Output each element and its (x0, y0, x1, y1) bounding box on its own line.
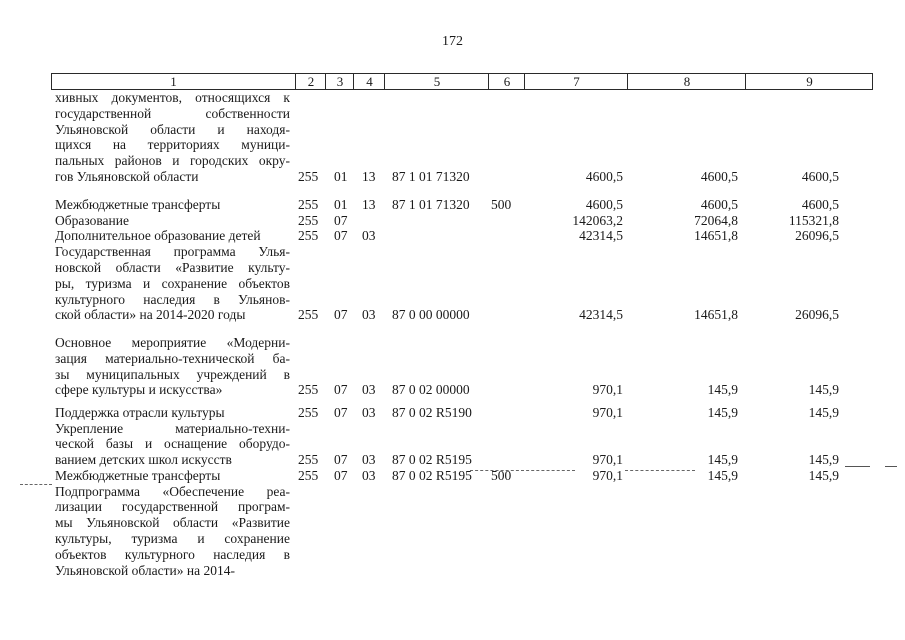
cell-col-7: 142063,2 (572, 212, 623, 228)
header-col-4: 4 (353, 74, 385, 89)
cell-col-6: 500 (491, 467, 512, 483)
cell-col-7: 970,1 (592, 452, 623, 468)
cell-col-8: 145,9 (707, 467, 738, 483)
cell-col-5: 87 1 01 71320 (392, 169, 470, 184)
description-line: зация материально-технической ба- (55, 350, 290, 366)
cell-col-4: 03 (362, 228, 376, 244)
row-description (55, 421, 290, 468)
description-line: Межбюджетные трансферты (55, 467, 221, 483)
description-line: ческой базы и оснащение оборудо- (55, 436, 290, 452)
scan-artifact-line (625, 470, 695, 472)
cell-col-5: 87 0 00 00000 (392, 307, 470, 323)
cell-col-8: 14651,8 (694, 228, 738, 244)
cell-col-8: 4600,5 (700, 196, 738, 212)
scan-artifact-line (470, 470, 575, 472)
cell-col-3: 07 (334, 212, 348, 228)
description-line: культуры, туризма и сохранение (55, 531, 290, 547)
cell-col-7: 42314,5 (579, 307, 623, 323)
cell-col-2: 255 (298, 212, 319, 228)
description-line: Ульяновской области и находя- (55, 121, 290, 137)
cell-col-7: 4600,5 (585, 196, 623, 212)
scan-artifact-line (845, 466, 870, 467)
row-description (55, 213, 290, 229)
description-line: культурного наследия в Ульянов- (55, 291, 290, 307)
cell-col-3: 01 (334, 196, 348, 212)
cell-col-8: 145,9 (707, 404, 738, 420)
row-description (55, 90, 290, 185)
cell-col-6: 500 (491, 196, 512, 212)
description-line: Дополнительное образование детей (55, 228, 261, 244)
cell-col-2: 255 (298, 196, 319, 212)
cell-col-9: 115321,8 (788, 212, 839, 228)
scan-artifact-line (20, 484, 52, 486)
row-description (55, 228, 290, 244)
cell-col-5: 87 0 02 00000 (392, 382, 470, 398)
row-description (55, 468, 290, 484)
cell-col-3: 07 (334, 452, 348, 468)
cell-col-7: 42314,5 (579, 228, 623, 244)
cell-col-8: 72064,8 (694, 212, 738, 228)
cell-col-2: 255 (298, 452, 319, 468)
header-col-5: 5 (384, 74, 489, 89)
header-col-9: 9 (745, 74, 873, 89)
description-line: Основное мероприятие «Модерни- (55, 335, 290, 350)
cell-col-5: 87 0 02 R5195 (392, 467, 472, 483)
cell-col-8: 14651,8 (694, 307, 738, 323)
description-line: новской области «Развитие культу- (55, 259, 290, 275)
cell-col-7: 970,1 (592, 404, 623, 420)
description-line: ской области» на 2014-2020 годы (55, 307, 246, 323)
row-description (55, 405, 290, 421)
header-col-8: 8 (627, 74, 746, 89)
description-line: Государственная программа Улья- (55, 244, 290, 260)
cell-col-9: 26096,5 (795, 307, 839, 323)
description-line: гов Ульяновской области (55, 168, 199, 184)
cell-col-3: 07 (334, 467, 348, 483)
page-number: 172 (442, 34, 463, 49)
description-line: зы муниципальных учреждений в (55, 366, 290, 382)
cell-col-7: 970,1 (592, 467, 623, 483)
cell-col-4: 13 (362, 196, 376, 212)
header-col-2: 2 (295, 74, 326, 89)
description-line: Подпрограмма «Обеспечение реа- (55, 483, 290, 499)
row-description (55, 335, 290, 398)
description-line: Поддержка отрасли культуры (55, 404, 225, 420)
description-line: государственной собственности (55, 105, 290, 121)
cell-col-3: 01 (334, 169, 348, 184)
cell-col-4: 03 (362, 307, 376, 323)
cell-col-4: 13 (362, 169, 376, 184)
description-line: Межбюджетные трансферты (55, 196, 221, 212)
cell-col-4: 03 (362, 382, 376, 398)
cell-col-4: 03 (362, 452, 376, 468)
cell-col-9: 145,9 (808, 452, 839, 468)
cell-col-9: 4600,5 (801, 196, 839, 212)
description-line: Ульяновской области» на 2014- (55, 562, 235, 578)
row-description (55, 197, 290, 213)
cell-col-7: 970,1 (592, 382, 623, 398)
cell-col-8: 145,9 (707, 452, 738, 468)
cell-col-5: 87 0 02 R5195 (392, 452, 472, 468)
description-line: ванием детских школ искусств (55, 452, 232, 468)
cell-col-9: 145,9 (808, 467, 839, 483)
cell-col-5: 87 0 02 R5190 (392, 404, 472, 420)
description-line: мы Ульяновской области «Развитие (55, 515, 290, 531)
cell-col-8: 145,9 (707, 382, 738, 398)
description-line: ры, туризма и сохранение объектов (55, 275, 290, 291)
header-col-3: 3 (325, 74, 354, 89)
description-line: объектов культурного наследия в (55, 546, 290, 562)
description-line: Образование (55, 212, 129, 228)
cell-col-9: 26096,5 (795, 228, 839, 244)
description-line: лизации государственной програм- (55, 499, 290, 515)
row-description (55, 484, 290, 579)
cell-col-2: 255 (298, 467, 319, 483)
cell-col-2: 255 (298, 228, 319, 244)
description-line: Укрепление материально-техни- (55, 420, 290, 436)
header-col-1: 1 (170, 74, 177, 89)
table-header (51, 73, 873, 90)
cell-col-3: 07 (334, 228, 348, 244)
description-line: щихся на территориях муници- (55, 137, 290, 153)
cell-col-8: 4600,5 (700, 169, 738, 184)
cell-col-2: 255 (298, 404, 319, 420)
cell-col-3: 07 (334, 404, 348, 420)
cell-col-5: 87 1 01 71320 (392, 196, 470, 212)
header-col-7: 7 (524, 74, 628, 89)
cell-col-2: 255 (298, 169, 319, 184)
cell-col-3: 07 (334, 307, 348, 323)
description-line: пальных районов и городских окру- (55, 153, 290, 169)
cell-col-2: 255 (298, 307, 319, 323)
cell-col-2: 255 (298, 382, 319, 398)
cell-col-9: 145,9 (808, 404, 839, 420)
header-col-6: 6 (488, 74, 525, 89)
description-line: сфере культуры и искусства» (55, 382, 223, 398)
cell-col-4: 03 (362, 467, 376, 483)
cell-col-9: 4600,5 (801, 169, 839, 184)
cell-col-3: 07 (334, 382, 348, 398)
description-line: хивных документов, относящихся к (55, 90, 290, 105)
cell-col-7: 4600,5 (585, 169, 623, 184)
scan-artifact-line (885, 466, 897, 467)
cell-col-9: 145,9 (808, 382, 839, 398)
cell-col-4: 03 (362, 404, 376, 420)
row-description (55, 244, 290, 323)
